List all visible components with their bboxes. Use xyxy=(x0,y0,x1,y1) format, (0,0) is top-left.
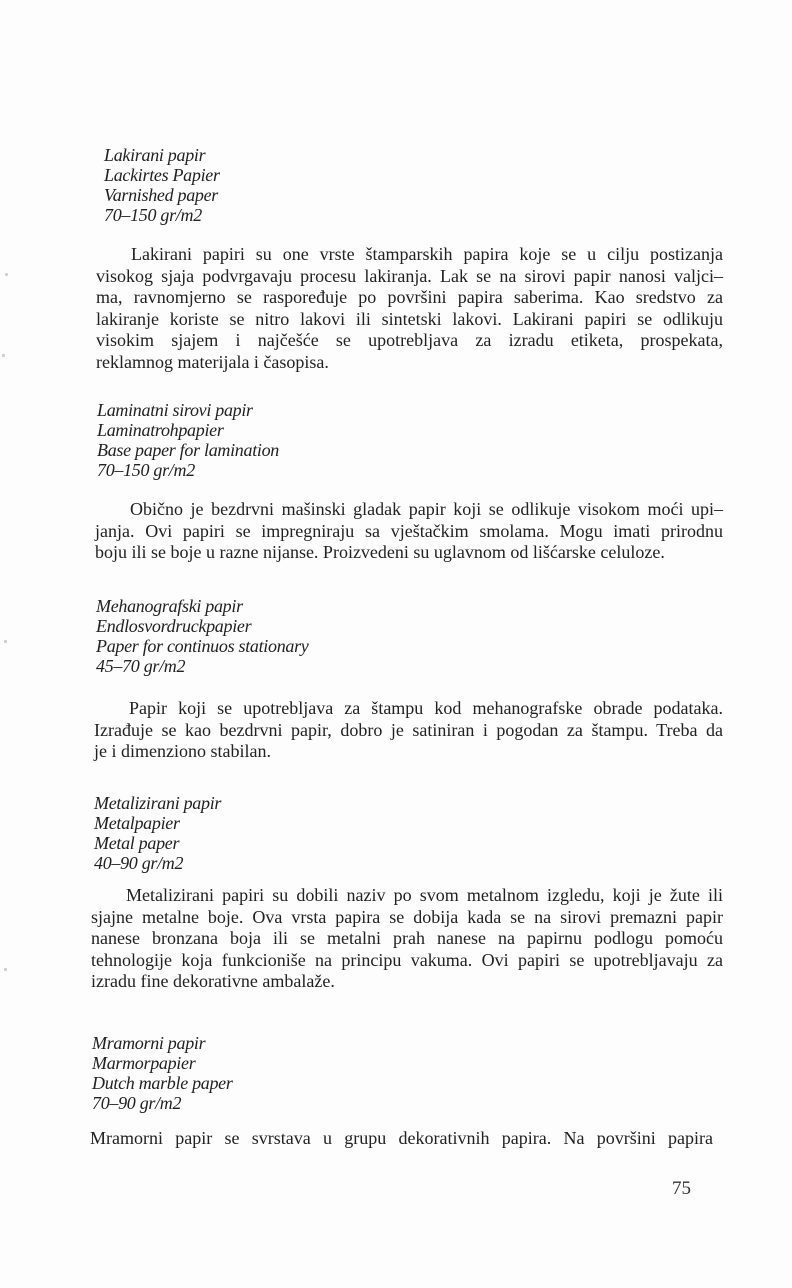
entry-heading-lakirani xyxy=(104,145,220,225)
body-line: visokim sjajem i najčešće se upotrebljava za izradu etiketa, prospekata, xyxy=(96,330,723,350)
term-weight: 70–150 gr/m2 xyxy=(97,460,195,480)
term-english: Varnished paper xyxy=(104,185,218,205)
body-line: boju ili se boje u razne nijanse. Proizvedeni su uglavnom od lišćarske celuloze. xyxy=(95,542,665,562)
entry-heading-laminatni xyxy=(97,400,279,480)
body-line: Metalizirani papiri su dobili naziv po svom metalnom izgledu, koji je žute ili xyxy=(126,885,723,905)
entry-body-metalizirani xyxy=(91,885,723,993)
scan-speck xyxy=(2,354,5,357)
body-line: tehnologije koja funkcioniše na principu vakuma. Ovi papiri se upotrebljavaju za xyxy=(91,949,723,970)
term-german: Lackirtes Papier xyxy=(104,165,220,185)
term-english: Paper for continuos stationary xyxy=(96,636,309,656)
body-line: ma, ravnomjerno se raspoređuje po površini papira saberima. Kao sredstvo za xyxy=(96,287,723,307)
body-line: Mramorni papir se svrstava u grupu dekorativnih papira. Na površini papira xyxy=(90,1128,713,1148)
term-bosnian: Metalizirani papir xyxy=(94,793,222,813)
scan-speck xyxy=(4,968,7,971)
term-bosnian: Mramorni papir xyxy=(92,1033,206,1053)
entry-body-mramorni xyxy=(90,1128,713,1150)
body-line: je i dimenziono stabilan. xyxy=(94,741,271,761)
body-line: lakiranje koriste se nitro lakovi ili sintetski lakovi. Lakirani papiri se odlikuju xyxy=(96,308,723,329)
entry-body-lakirani xyxy=(96,244,723,373)
body-line: nanese bronzana boja ili se metalni prah nanese na papirnu podlogu pomoću xyxy=(91,928,723,948)
term-english: Metal paper xyxy=(94,833,180,853)
term-german: Metalpapier xyxy=(94,813,180,833)
body-line: Obično je bezdrvni mašinski gladak papir koji se odlikuje visokom moći upi– xyxy=(130,499,723,519)
term-english: Dutch marble paper xyxy=(92,1073,233,1093)
entry-body-mehanografski xyxy=(94,698,723,763)
term-weight: 40–90 gr/m2 xyxy=(94,853,184,873)
scan-speck xyxy=(5,273,8,276)
term-weight: 70–150 gr/m2 xyxy=(104,205,202,225)
term-german: Laminatrohpapier xyxy=(97,420,224,440)
body-line: Lakirani papiri su one vrste štamparskih papira koje se u cilju postizanja xyxy=(131,244,723,264)
term-bosnian: Mehanografski papir xyxy=(96,596,243,616)
term-bosnian: Lakirani papir xyxy=(104,145,206,165)
entry-heading-mramorni xyxy=(92,1033,233,1113)
term-german: Endlosvordruckpapier xyxy=(96,616,252,636)
body-line: janja. Ovi papiri se impregniraju sa vještačkim smolama. Mogu imati prirodnu xyxy=(95,520,723,541)
term-weight: 70–90 gr/m2 xyxy=(92,1093,182,1113)
term-english: Base paper for lamination xyxy=(97,440,279,460)
page-number: 75 xyxy=(672,1178,691,1199)
body-line: reklamnog materijala i časopisa. xyxy=(96,351,329,372)
scan-speck xyxy=(4,640,7,643)
body-line: visokog sjaja podvrgavaju procesu lakiranja. Lak se na sirovi papir nanosi valjci– xyxy=(96,265,723,286)
entry-body-laminatni xyxy=(95,499,723,564)
body-line: Papir koji se upotrebljava za štampu kod mehanografske obrade podataka. xyxy=(129,698,723,718)
term-bosnian: Laminatni sirovi papir xyxy=(97,400,253,420)
term-weight: 45–70 gr/m2 xyxy=(96,656,186,676)
body-line: Izrađuje se kao bezdrvni papir, dobro je satiniran i pogodan za štampu. Treba da xyxy=(94,719,723,740)
body-line: izradu fine dekorativne ambalaže. xyxy=(91,971,335,991)
entry-heading-metalizirani xyxy=(94,793,221,873)
entry-heading-mehanografski xyxy=(96,596,309,676)
body-line: sjajne metalne boje. Ova vrsta papira se dobija kada se na sirovi premazni papir xyxy=(91,906,723,927)
term-german: Marmorpapier xyxy=(92,1053,196,1073)
